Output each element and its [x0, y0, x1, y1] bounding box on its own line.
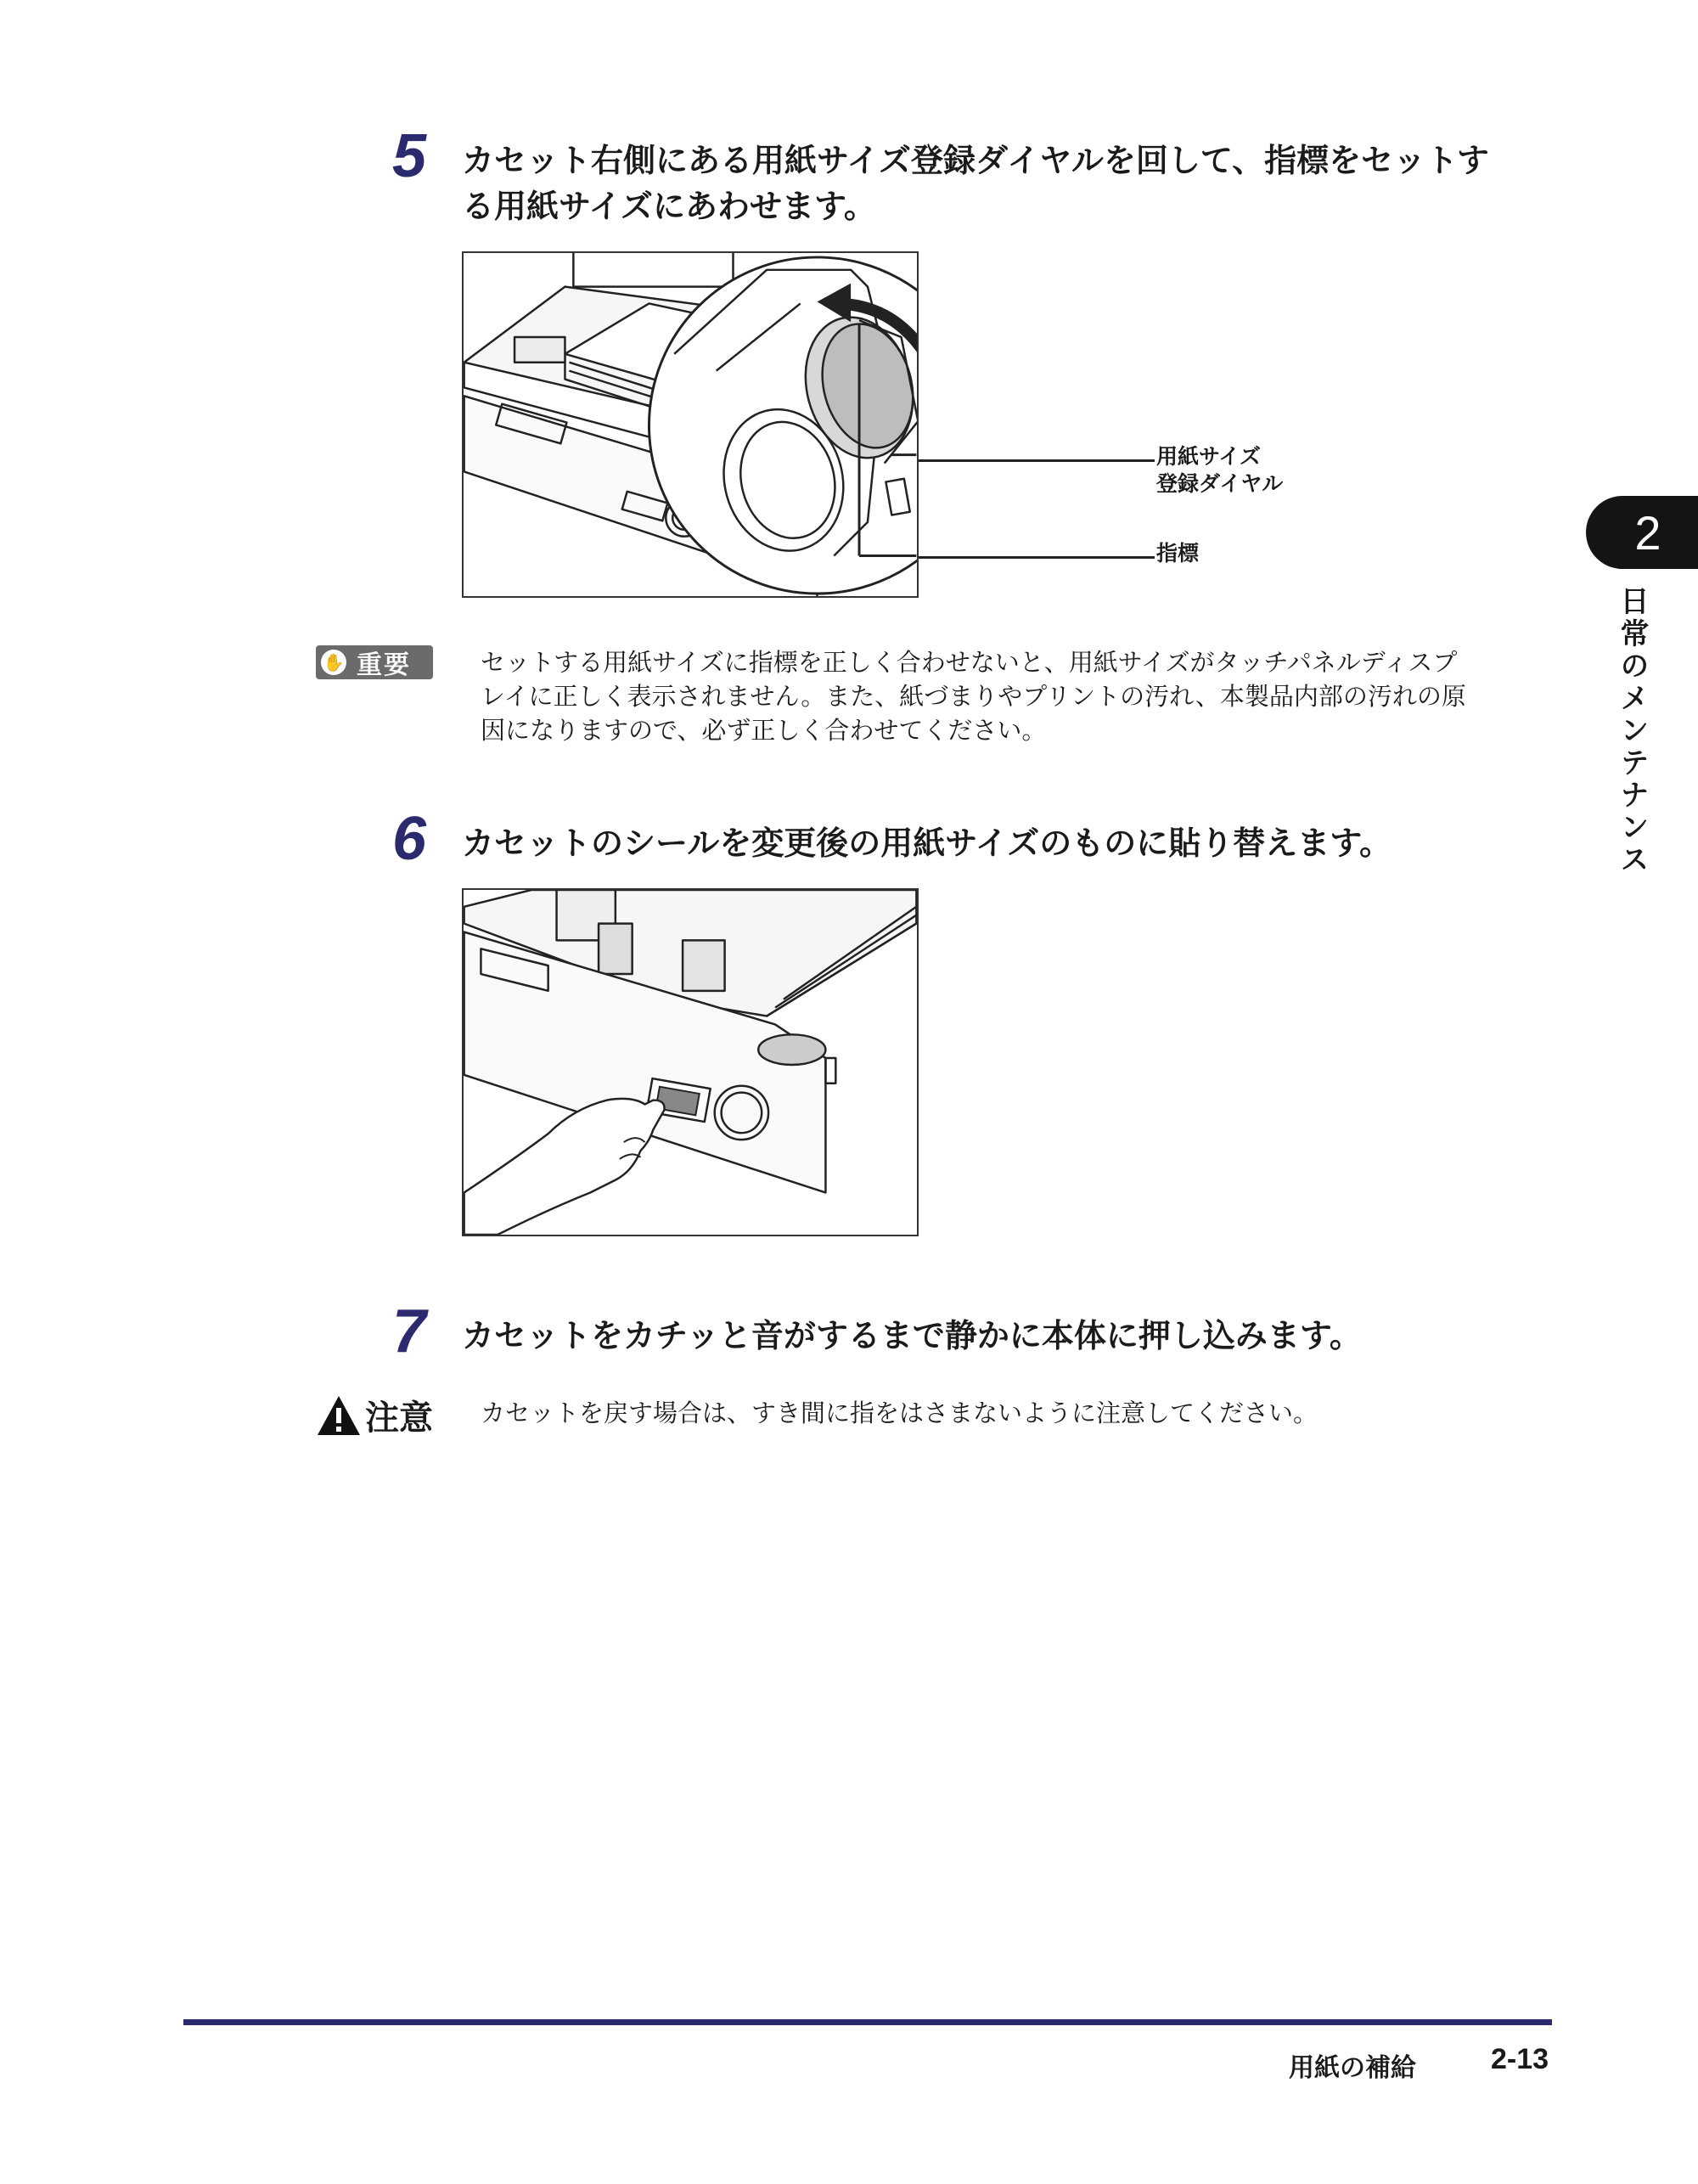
caution-heading [316, 1391, 433, 1439]
figure-dial-illustration [462, 251, 919, 598]
warning-triangle-icon [316, 1394, 362, 1437]
callout-dial-line2: 登録ダイヤル [1156, 471, 1284, 496]
footer-page-number: 2-13 [1491, 2043, 1549, 2075]
leader-indicator [919, 556, 1155, 559]
chapter-number: 2 [1634, 505, 1661, 560]
step-6-line1: カセットのシールを変更後の用紙サイズのものに貼り替えます。 [462, 825, 1392, 862]
caution-label: 注意 [365, 1399, 433, 1438]
chapter-title: 日常のメンテナンス [1615, 586, 1649, 876]
caution-text: カセットを戻す場合は、すき間に指をはさまないように注意してください。 [481, 1399, 1318, 1427]
step-5-line2: る用紙サイズにあわせます。 [462, 188, 876, 225]
step-5-line1: カセット右側にある用紙サイズ登録ダイヤルを回して、指標をセットす [462, 142, 1489, 179]
step-7-number: 7 [392, 1297, 427, 1365]
dial-illustration-drawing [464, 253, 917, 596]
chapter-tab [1586, 496, 1698, 569]
hand-stop-icon: ✋ [321, 650, 346, 675]
leader-dial [919, 459, 1155, 462]
important-line2: レイに正しく表示されません。また、紙づまりやプリントの汚れ、本製品内部の汚れの原 [481, 682, 1466, 711]
label-illustration-drawing [464, 890, 917, 1235]
important-badge [316, 645, 433, 679]
important-label: 重要 [357, 650, 411, 680]
step-7-line1: カセットをカチッと音がするまで静かに本体に押し込みます。 [462, 1317, 1362, 1354]
step-6-number: 6 [392, 805, 427, 873]
footer-rule [183, 2019, 1552, 2025]
callout-dial-line1: 用紙サイズ [1156, 444, 1262, 469]
important-text [481, 645, 1466, 747]
step-5-number: 5 [392, 122, 427, 190]
callout-indicator: 指標 [1156, 541, 1200, 566]
step-6-text [462, 820, 1392, 866]
figure-label-illustration [462, 888, 919, 1236]
step-7-text [462, 1313, 1362, 1359]
footer-section-title: 用紙の補給 [1289, 2053, 1416, 2083]
important-line1: セットする用紙サイズに指標を正しく合わせないと、用紙サイズがタッチパネルディスプ [481, 648, 1458, 677]
important-line3: 因になりますので、必ず正しく合わせてください。 [481, 716, 1047, 745]
callout-dial [1156, 443, 1283, 498]
step-5-text [462, 138, 1489, 229]
